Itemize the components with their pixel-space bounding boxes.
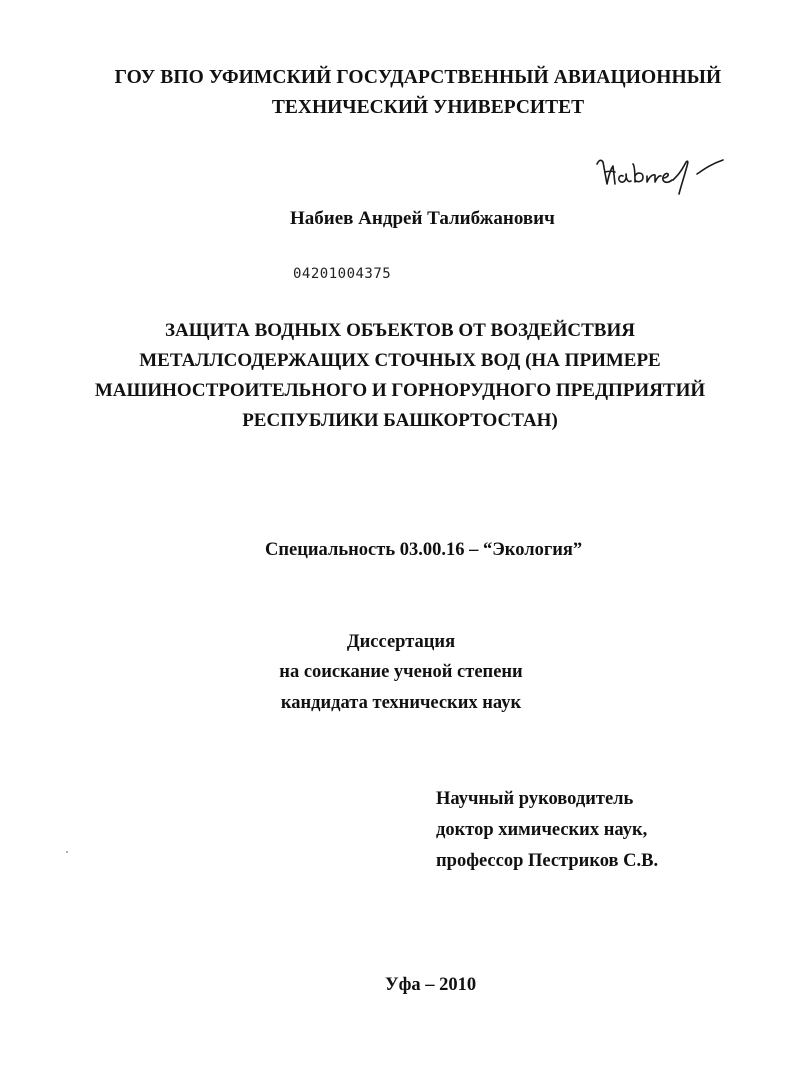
scan-speck [66,851,68,853]
supervisor-line3: профессор Пестриков С.В. [436,851,659,871]
place-year: Уфа – 2010 [385,975,477,995]
degree-line1: Диссертация [346,632,456,652]
university-name-line1: ГОУ ВПО УФИМСКИЙ ГОСУДАРСТВЕННЫЙ АВИАЦИОННЫЙ [114,67,722,88]
dissertation-title-line2: МЕТАЛЛСОДЕРЖАЩИХ СТОЧНЫХ ВОД (НА ПРИМЕРЕ [139,350,661,371]
university-name-line2: ТЕХНИЧЕСКИЙ УНИВЕРСИТЕТ [271,97,585,118]
dissertation-title-line3: МАШИНОСТРОИТЕЛЬНОГО И ГОРНОРУДНОГО ПРЕДПРИЯТИЙ [94,380,706,401]
degree-line3: кандидата технических наук [280,693,522,713]
supervisor-line1: Научный руководитель [436,789,634,809]
catalog-code: 04201004375 [293,266,392,282]
dissertation-title-line1: ЗАЩИТА ВОДНЫХ ОБЪЕКТОВ ОТ ВОЗДЕЙСТВИЯ [165,320,635,341]
supervisor-line2: доктор химических наук, [436,820,648,840]
handwritten-signature-icon [593,150,743,195]
author-name: Набиев Андрей Талибжанович [290,208,555,229]
degree-line2: на соискание ученой степени [279,662,523,682]
specialty: Специальность 03.00.16 – “Экология” [265,540,583,560]
dissertation-title-line4: РЕСПУБЛИКИ БАШКОРТОСТАН) [242,410,558,431]
